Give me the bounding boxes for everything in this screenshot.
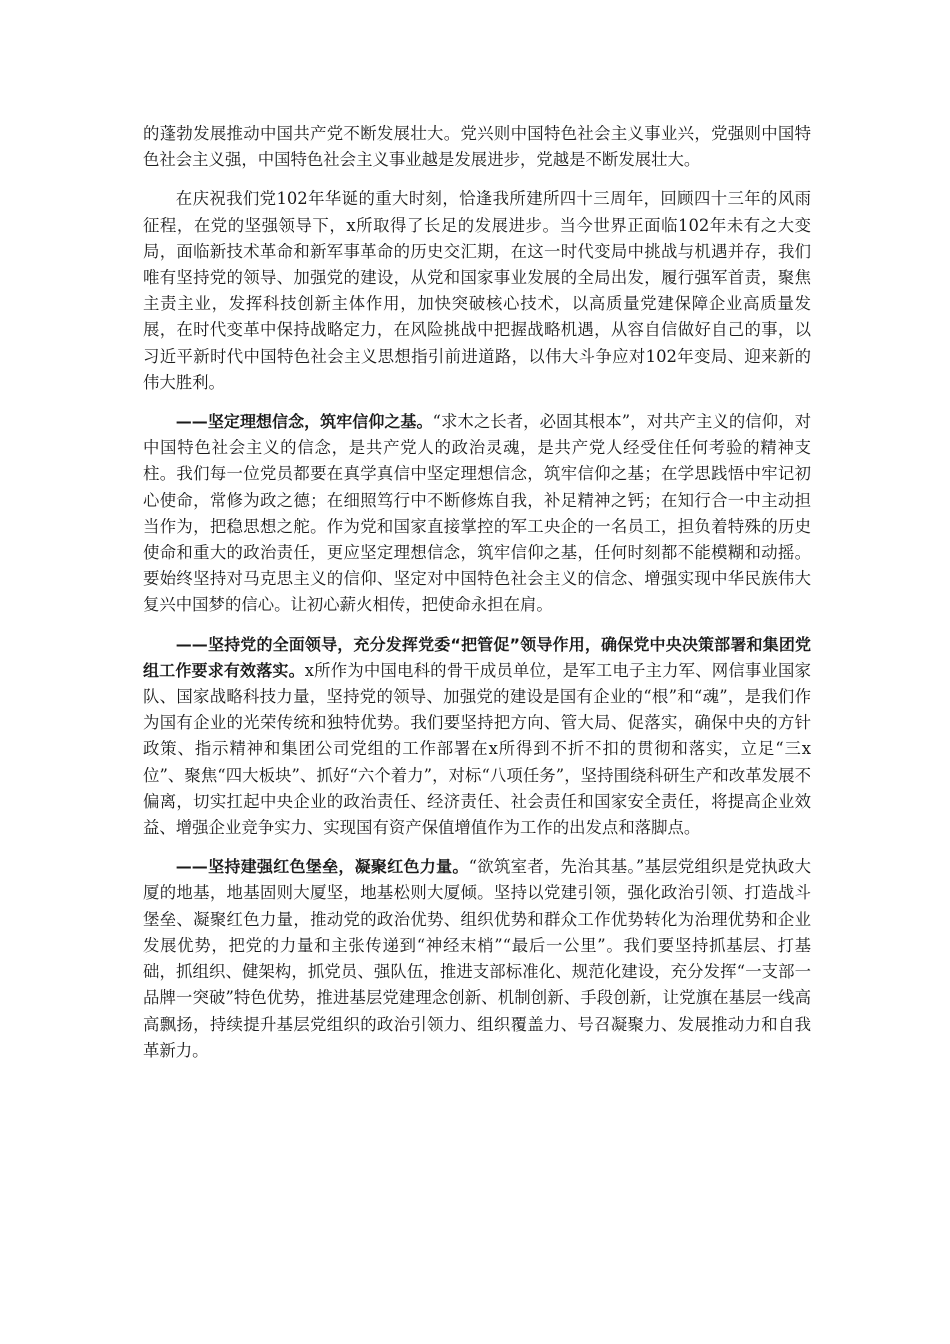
paragraph-text: 在庆祝我们党102年华诞的重大时刻，恰逢我所建所四十三周年，回顾四十三年的风雨征程，在党的坚强领导下，x所取得了长足的发展进步。当今世界正面临102年未有之大变局，面临新技术革命和新军事革命的历史交汇期，在这一时代变局中挑战与机遇并存，我们唯有坚持党的领导、加强党的建设，从党和国家事业发展的全局出发，履行强军首责，聚焦主责主业，发挥科技创新主体作用，加快突破核心技术，以高质量党建保障企业高质量发展，在时代变革中保持战略定力，在风险挑战中把握战略机遇，从容自信做好自己的事，以习近平新时代中国特色社会主义思想指引前进道路，以伟大斗争应对102年变局、迎来新的伟大胜利。 (143, 189, 811, 392)
paragraph-text: “欲筑室者，先治其基。”基层党组织是党执政大厦的地基，地基固则大厦坚，地基松则大厦倾。坚持以党建引领，强化政治引领、打造战斗堡垒、凝聚红色力量，推动党的政治优势、组织优势和群众工作优势转化为治理优势和企业发展优势，把党的力量和主张传递到“神经末梢”“最后一公里”。我们要坚持抓基层、打基础，抓组织、健架构，抓党员、强队伍，推进支部标准化、规范化建设，充分发挥“一支部一品牌一突破”特色优势，推进基层党建理念创新、机制创新、手段创新，让党旗在基层一线高高飘扬，持续提升基层党组织的政治引领力、组织覆盖力、号召凝聚力、发展推动力和自我革新力。 (143, 857, 811, 1060)
paragraph-red-fortress (143, 854, 811, 1064)
paragraph-continuation (143, 121, 811, 173)
paragraph-text: 的蓬勃发展推动中国共产党不断发展壮大。党兴则中国特色社会主义事业兴，党强则中国特色社会主义强，中国特色社会主义事业越是发展进步，党越是不断发展壮大。 (143, 124, 811, 170)
document-page (143, 121, 811, 1077)
paragraph-text: x所作为中国电科的骨干成员单位，是军工电子主力军、网信事业国家队、国家战略科技力量，坚持党的领导、加强党的建设是国有企业的“根”和“魂”，是我们作为国有企业的光荣传统和独特优势。我们要坚持把方向、管大局、促落实，确保中央的方针政策、指示精神和集团公司党组的工作部署在x所得到不折不扣的贯彻和落实，立足“三x位”、聚焦“四大板块”、抓好“六个着力”，对标“八项任务”，坚持围绕科研生产和改革发展不偏离，切实扛起中央企业的政治责任、经济责任、社会责任和国家安全责任，将提高企业效益、增强企业竞争实力、实现国有资产保值增值作为工作的出发点和落脚点。 (143, 660, 811, 838)
paragraph-ideals-faith (143, 409, 811, 619)
paragraph-anniversary (143, 186, 811, 396)
paragraph-lead-heading: ——坚定理想信念，筑牢信仰之基。 (175, 412, 433, 432)
paragraph-party-leadership (143, 632, 811, 842)
paragraph-lead-heading: ——坚持建强红色堡垒，凝聚红色力量。 (175, 857, 469, 877)
paragraph-text: “求木之长者，必固其根本”，对共产主义的信仰，对中国特色社会主义的信念，是共产党人的政治灵魂，是共产党人经受住任何考验的精神支柱。我们每一位党员都要在真学真信中坚定理想信念，筑牢信仰之基；在学思践悟中牢记初心使命，常修为政之德；在细照笃行中不断修炼自我，补足精神之钙；在知行合一中主动担当作为，把稳思想之舵。作为党和国家直接掌控的军工央企的一名员工，担负着特殊的历史使命和重大的政治责任，更应坚定理想信念，筑牢信仰之基，任何时刻都不能模糊和动摇。要始终坚持对马克思主义的信仰、坚定对中国特色社会主义的信念、增强实现中华民族伟大复兴中国梦的信心。让初心薪火相传，把使命永担在肩。 (143, 412, 811, 615)
paragraph-lead-heading: ——坚持党的全面领导，充分发挥党委“把管促”领导作用，确保党中央决策部署和集团党组工作要求有效落实。 (143, 634, 811, 680)
